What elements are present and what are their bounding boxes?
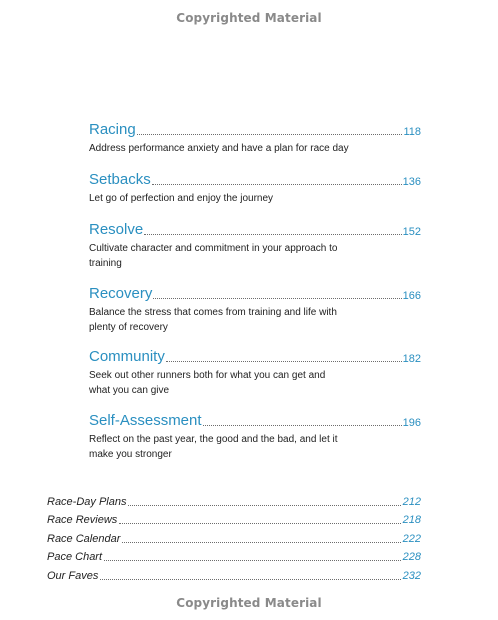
appendix-entry[interactable] xyxy=(47,509,421,528)
appendix-page-number: 232 xyxy=(402,569,421,582)
dot-leader xyxy=(119,522,400,524)
chapter-description: Cultivate character and commitment in your approach to training xyxy=(89,243,338,269)
appendix-title[interactable]: Our Faves xyxy=(47,569,99,582)
watermark-top: Copyrighted Material xyxy=(176,11,322,25)
appendix-entry[interactable] xyxy=(47,546,421,565)
chapter-page-number: 166 xyxy=(402,290,421,302)
dot-leader xyxy=(100,578,400,580)
appendix-title[interactable]: Race-Day Plans xyxy=(47,495,127,508)
dot-leader xyxy=(203,424,402,426)
chapter-entry[interactable] xyxy=(89,219,421,271)
appendix-page-number: 222 xyxy=(402,532,421,545)
chapter-entry[interactable] xyxy=(89,283,421,335)
chapter-description: Seek out other runners both for what you can get and what you can give xyxy=(89,370,326,396)
chapter-page-number: 136 xyxy=(402,176,421,188)
chapter-title[interactable]: Racing xyxy=(89,121,136,138)
appendix-list xyxy=(47,490,421,583)
appendix-page-number: 218 xyxy=(402,514,421,526)
dot-leader xyxy=(152,183,402,185)
appendix-title[interactable]: Race Reviews xyxy=(47,514,118,526)
chapter-description: Let go of perfection and enjoy the journey xyxy=(89,193,274,204)
chapter-entry[interactable] xyxy=(89,346,421,398)
chapter-entry[interactable] xyxy=(89,169,421,206)
dot-leader xyxy=(122,541,400,543)
appendix-title[interactable]: Race Calendar xyxy=(47,532,121,545)
appendix-title[interactable]: Pace Chart xyxy=(47,551,103,563)
appendix-entry[interactable] xyxy=(47,527,421,546)
chapter-entry[interactable] xyxy=(89,410,421,462)
chapter-entry[interactable] xyxy=(89,119,421,156)
chapter-title[interactable]: Setbacks xyxy=(89,171,151,188)
chapter-page-number: 182 xyxy=(402,353,421,365)
chapter-page-number: 118 xyxy=(403,126,421,138)
chapter-title[interactable]: Community xyxy=(89,348,165,365)
dot-leader xyxy=(128,504,400,506)
chapter-description: Reflect on the past year, the good and the bad, and let it make you stronger xyxy=(89,434,338,460)
chapter-title[interactable]: Resolve xyxy=(89,221,144,238)
dot-leader xyxy=(104,559,401,561)
chapter-description: Address performance anxiety and have a plan for race day xyxy=(89,143,349,154)
dot-leader xyxy=(166,360,402,362)
appendix-entry[interactable] xyxy=(47,490,421,509)
chapter-title[interactable]: Self-Assessment xyxy=(89,412,202,429)
watermark-bottom: Copyrighted Material xyxy=(176,596,322,610)
chapter-description: Balance the stress that comes from training and life with plenty of recovery xyxy=(89,307,337,333)
dot-leader xyxy=(137,133,403,135)
appendix-page-number: 228 xyxy=(402,551,421,563)
appendix-entry[interactable] xyxy=(47,564,421,583)
dot-leader xyxy=(144,233,401,235)
chapter-title[interactable]: Recovery xyxy=(89,285,153,302)
appendix-page-number: 212 xyxy=(402,495,421,508)
chapter-page-number: 152 xyxy=(402,226,421,238)
dot-leader xyxy=(153,297,401,299)
chapter-page-number: 196 xyxy=(402,417,421,429)
